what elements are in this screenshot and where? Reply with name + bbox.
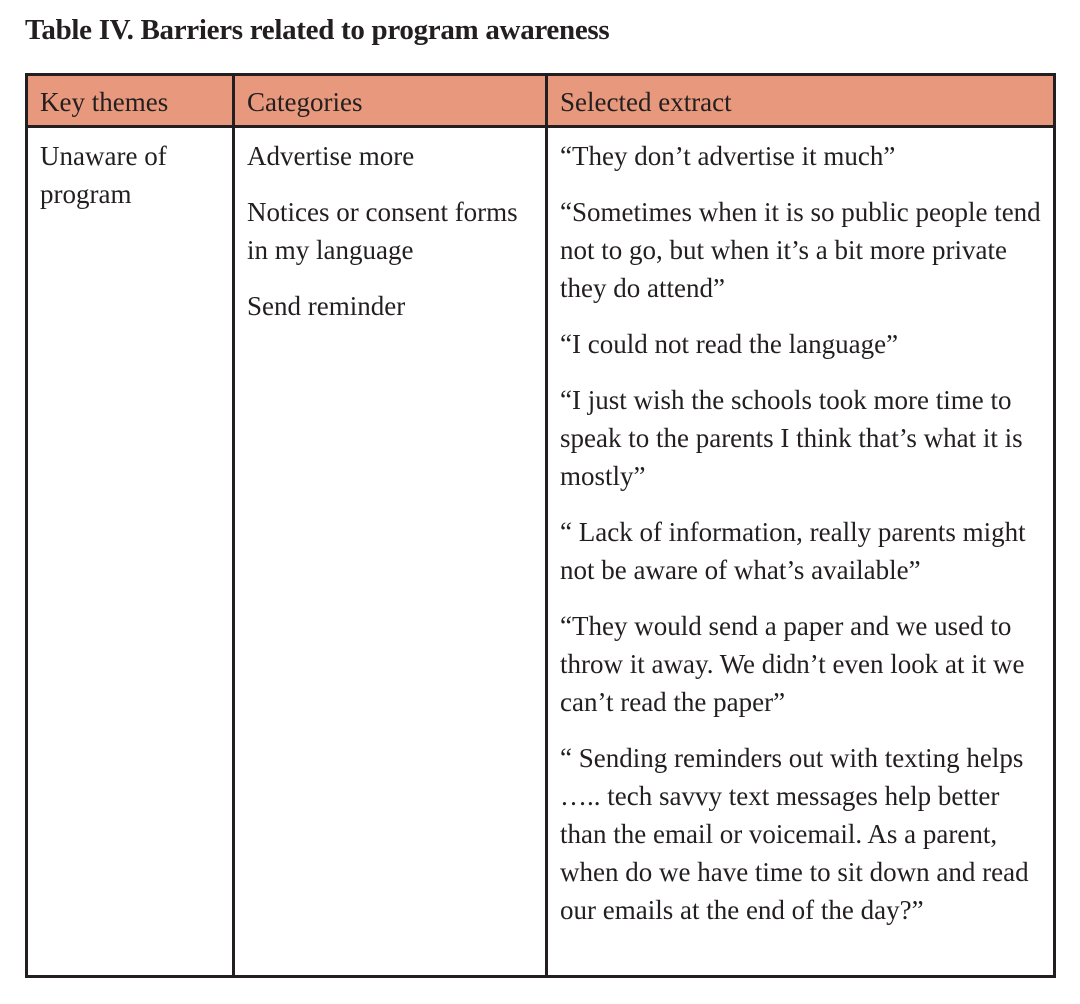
key-theme-cell bbox=[27, 127, 234, 977]
category-item: Send reminder bbox=[247, 291, 406, 321]
extract-quote: “I just wish the schools took more time to speak to the parents I think that’s what it is mostly” bbox=[560, 385, 1023, 491]
extracts-cell bbox=[547, 127, 1055, 977]
column-header-categories: Categories bbox=[234, 75, 547, 127]
extract-quote: “ Lack of information, really parents might not be aware of what’s available” bbox=[560, 517, 1026, 585]
extract-quote: “I could not read the language” bbox=[560, 329, 899, 359]
barriers-table bbox=[25, 73, 1056, 978]
extract-quote: “Sometimes when it is so public people tend not to go, but when it’s a bit more private they do attend” bbox=[560, 197, 1041, 303]
column-header-selected-extract: Selected extract bbox=[547, 75, 1055, 127]
category-item: Notices or consent forms in my language bbox=[247, 197, 518, 265]
extract-quote: “They would send a paper and we used to throw it away. We didn’t even look at it we can’t read the paper” bbox=[560, 611, 1025, 717]
extract-quote: “They don’t advertise it much” bbox=[560, 141, 896, 171]
extract-quote: “ Sending reminders out with texting helps ….. tech savvy text messages help better than the email or voicemail. As a parent, when do we have time to sit down and read our emails at the end of the day?” bbox=[560, 743, 1029, 925]
table-header-row bbox=[27, 75, 1055, 127]
category-item: Advertise more bbox=[247, 141, 415, 171]
column-header-key-themes: Key themes bbox=[27, 75, 234, 127]
table-row bbox=[27, 127, 1055, 977]
table-title: Table IV. Barriers related to program awareness bbox=[25, 14, 610, 46]
categories-cell bbox=[234, 127, 547, 977]
key-theme: Unaware of program bbox=[40, 141, 167, 209]
